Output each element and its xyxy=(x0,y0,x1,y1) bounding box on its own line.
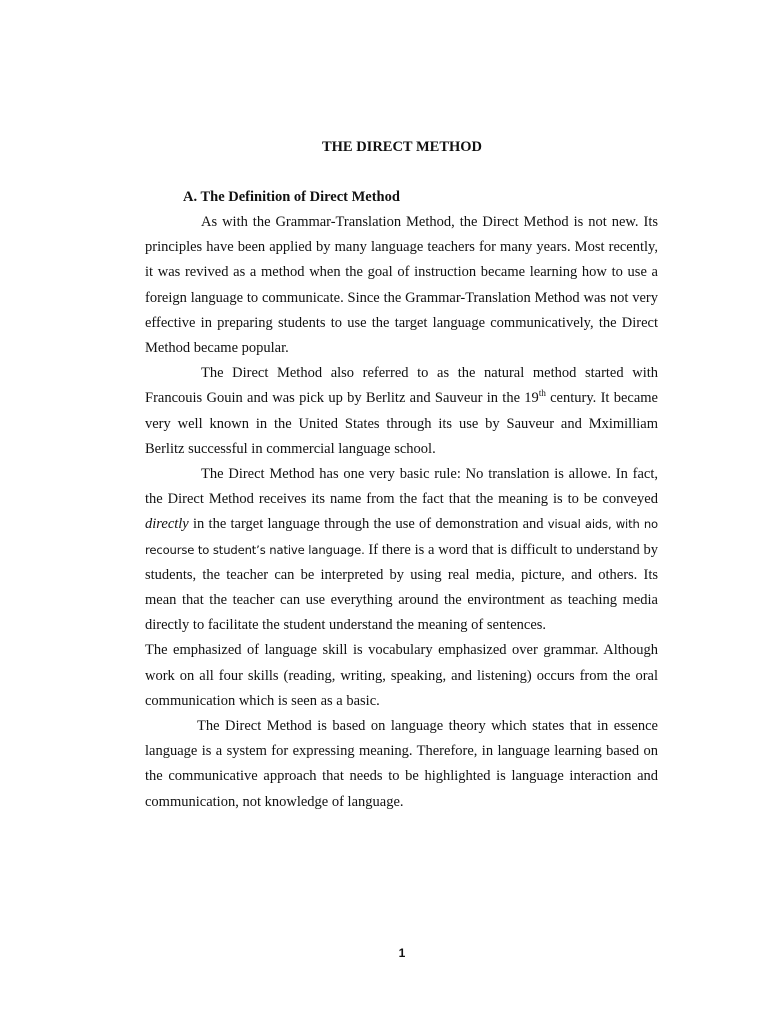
paragraph-2 xyxy=(145,361,658,462)
paragraph-3-text-a: The Direct Method has one very basic rule: No translation is allowe. In fact, the Direct Method receives its name from the fact that the meaning is to be conveyed xyxy=(145,466,658,508)
page-title: THE DIRECT METHOD xyxy=(321,139,483,155)
paragraph-3-text-b: in the target language through the use of demonstration and xyxy=(188,516,548,533)
paragraph-1: As with the Grammar-Translation Method, the Direct Method is not new. Its principles have been applied by many language teachers for many years. Most recently, it was revived as a method when the goal of instruction became learning how to use a foreign language to communicate. Since the Grammar-Translation Method was not very effective in preparing students to use the target language communicatively, the Direct Method became popular. xyxy=(145,214,658,357)
italic-directly: directly xyxy=(145,516,189,533)
paragraph-3 xyxy=(145,462,658,638)
body-text xyxy=(145,210,658,815)
paragraph-2-text-a: The Direct Method also referred to as the natural method started with Francouis Gouin and was pick up by Berlitz and Sauveur in the 19 xyxy=(145,365,658,407)
page-number: 1 xyxy=(398,946,406,960)
section-heading: A. The Definition of Direct Method xyxy=(183,189,400,205)
paragraph-4: The emphasized of language skill is vocabulary emphasized over grammar. Although work on all four skills (reading, writing, speaking, and listening) occurs from the oral communication which is seen as a basic. xyxy=(145,642,658,709)
paragraph-2-text-b: century. It became very well known in the United States through its use by Sauveur and Mximilliam Berlitz successful in commercial language school. xyxy=(145,390,658,457)
paragraph-3-sans-text: visual aids, with no recourse to student’s native language. xyxy=(145,517,658,557)
superscript-th: th xyxy=(538,388,546,399)
paragraph-3-text-c: If there is a word that is difficult to understand by students, the teacher can be interpreted by using real media, picture, and others. Its mean that the teacher can use everything around the environtment as teaching media directly to facilitate the student understand the meaning of sentences. xyxy=(145,541,658,634)
paragraph-5: The Direct Method is based on language theory which states that in essence language is a system for expressing meaning. Therefore, in language learning based on the communicative approach that needs to be highlighted is language interaction and communication, not knowledge of language. xyxy=(145,718,658,810)
